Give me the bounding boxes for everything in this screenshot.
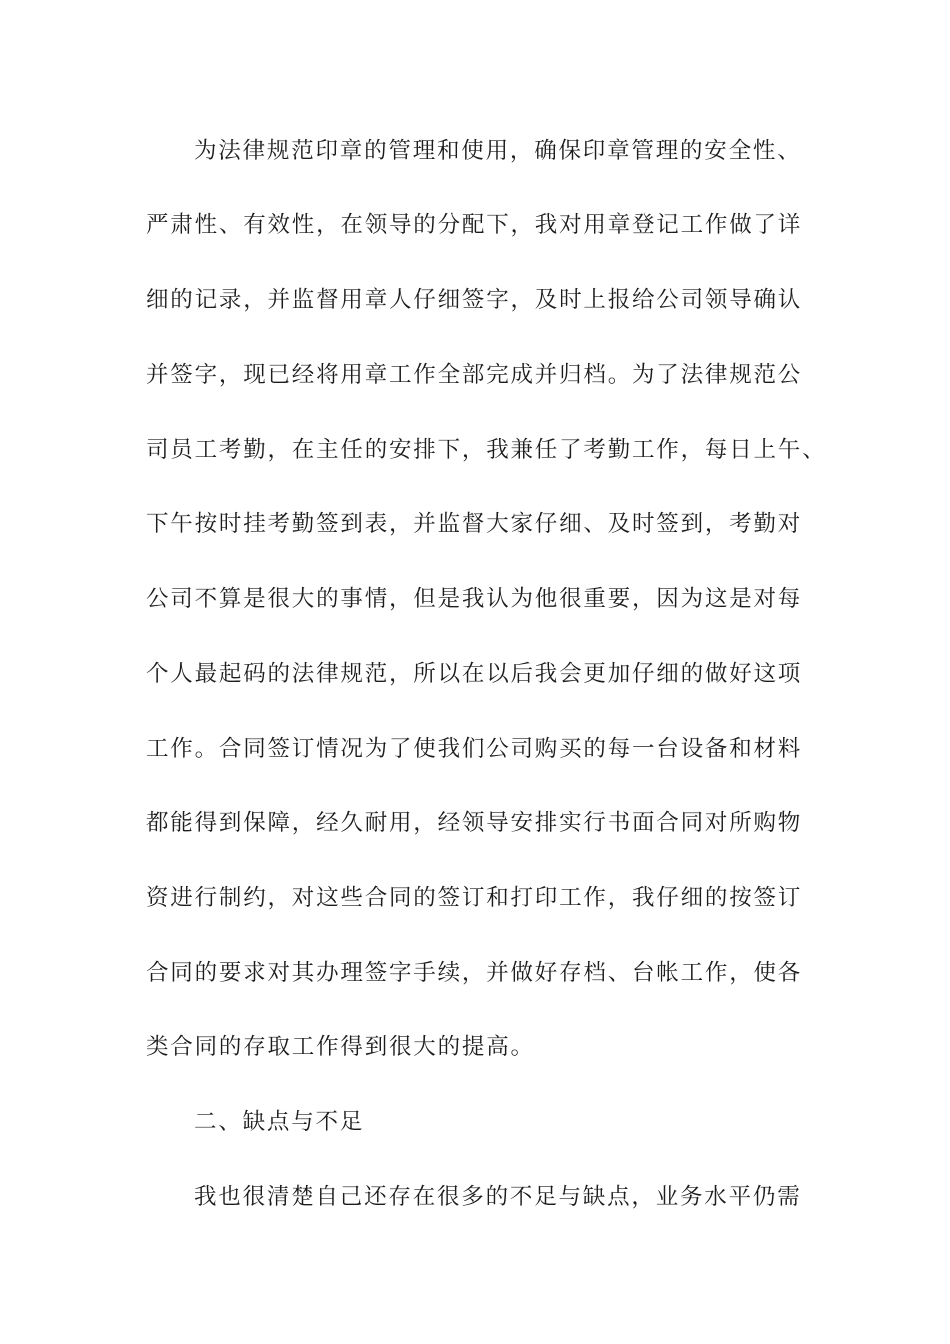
paragraph-line: 为法律规范印章的管理和使用，确保印章管理的安全性、 (194, 138, 802, 164)
paragraph-line: 合同的要求对其办理签字手续，并做好存档、台帐工作，使各 (146, 960, 803, 986)
paragraph-line: 细的记录，并监督用章人仔细签字，及时上报给公司领导确认 (146, 287, 803, 313)
paragraph-line: 工作。合同签订情况为了使我们公司购买的每一台设备和材料 (146, 736, 803, 762)
paragraph-line: 并签字，现已经将用章工作全部完成并归档。为了法律规范公 (146, 362, 803, 388)
paragraph-line: 资进行制约，对这些合同的签订和打印工作，我仔细的按签订 (146, 885, 803, 911)
section-heading: 二、缺点与不足 (194, 1109, 365, 1135)
paragraph-line: 下午按时挂考勤签到表，并监督大家仔细、及时签到，考勤对 (146, 511, 803, 537)
paragraph-line: 我也很清楚自己还存在很多的不足与缺点，业务水平仍需 (194, 1184, 802, 1210)
paragraph-line: 个人最起码的法律规范，所以在以后我会更加仔细的做好这项 (146, 661, 803, 687)
paragraph-line: 司员工考勤，在主任的安排下，我兼任了考勤工作，每日上午、 (146, 437, 827, 463)
paragraph-line: 类合同的存取工作得到很大的提高。 (146, 1034, 535, 1060)
paragraph-line: 严肃性、有效性，在领导的分配下，我对用章登记工作做了详 (146, 212, 803, 238)
paragraph-line: 公司不算是很大的事情，但是我认为他很重要，因为这是对每 (146, 586, 803, 612)
paragraph-line: 都能得到保障，经久耐用，经领导安排实行书面合同对所购物 (146, 810, 803, 836)
